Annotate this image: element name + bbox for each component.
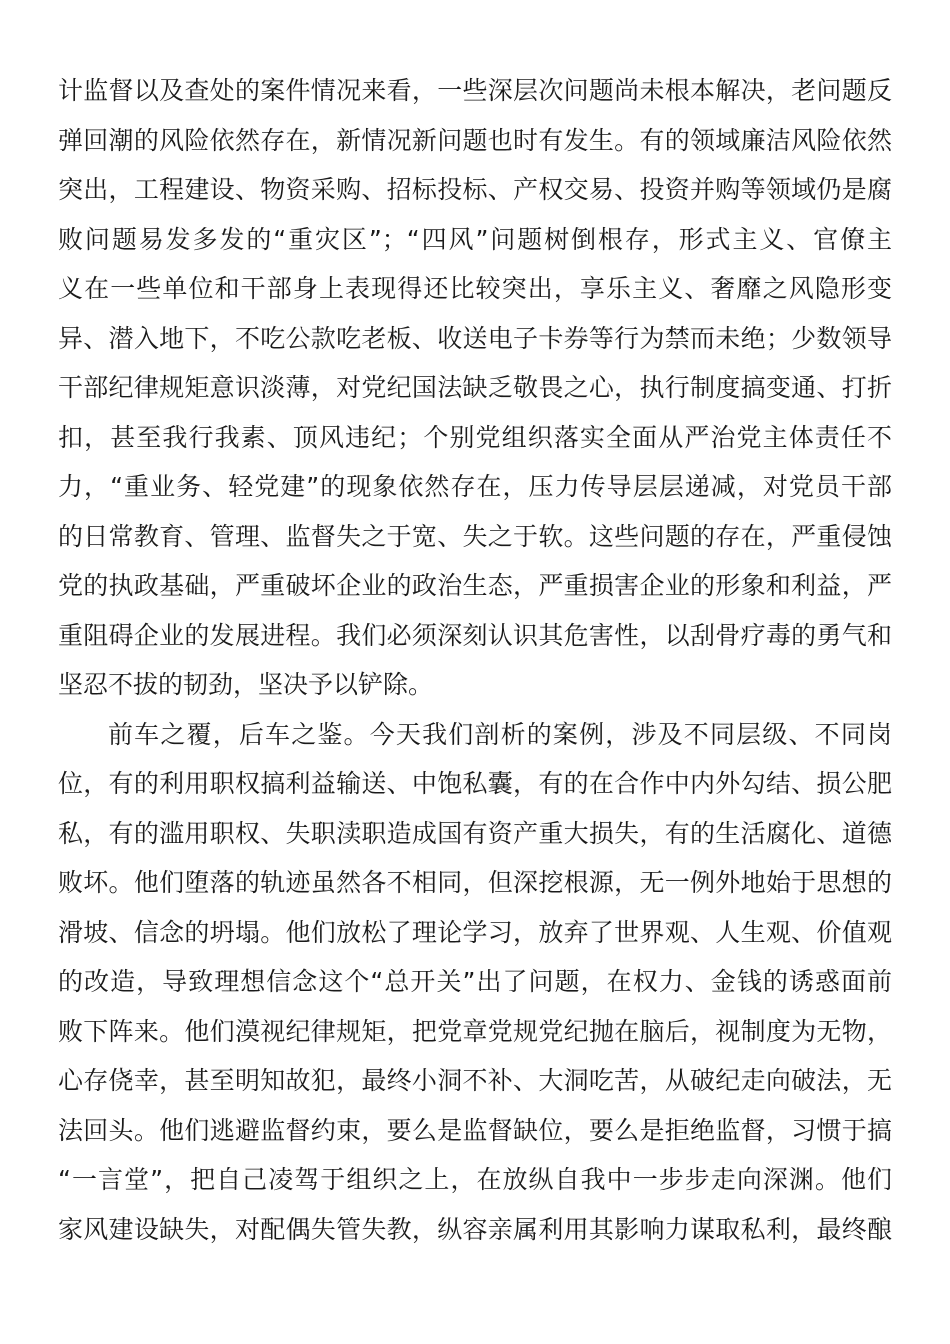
text-line: 坚忍不拔的韧劲，坚决予以铲除。 <box>58 670 434 699</box>
text-line: “一言堂”，把自己凌驾于组织之上，在放纵自我中一步步走向深渊。他们 <box>58 1165 892 1194</box>
text-line: 法回头。他们逃避监督约束，要么是监督缺位，要么是拒绝监督，习惯于搞 <box>58 1115 892 1145</box>
text-line: 力，“重业务、轻党建”的现象依然存在，压力传导层层递减，对党员干部 <box>58 472 892 501</box>
paragraph-2 <box>58 710 892 1255</box>
text-line: 计监督以及查处的案件情况来看，一些深层次问题尚未根本解决，老问题反 <box>58 76 892 105</box>
paragraph-1 <box>58 66 892 710</box>
text-line: 重阻碍企业的发展进程。我们必须深刻认识其危害性，以刮骨疗毒的勇气和 <box>58 620 892 650</box>
document-body <box>58 66 892 1254</box>
text-line: 败问题易发多发的“重灾区”；“四风”问题树倒根存，形式主义、官僚主 <box>58 224 892 254</box>
text-line: 党的执政基础，严重破坏企业的政治生态，严重损害企业的形象和利益，严 <box>58 571 892 600</box>
text-line: 私，有的滥用职权、失职渎职造成国有资产重大损失，有的生活腐化、道德 <box>58 818 892 848</box>
text-line: 干部纪律规矩意识淡薄，对党纪国法缺乏敬畏之心，执行制度搞变通、打折 <box>58 373 892 402</box>
text-line: 滑坡、信念的坍塌。他们放松了理论学习，放弃了世界观、人生观、价值观 <box>58 917 892 947</box>
text-line: 的日常教育、管理、监督失之于宽、失之于软。这些问题的存在，严重侵蚀 <box>58 521 892 551</box>
text-line: 义在一些单位和干部身上表现得还比较突出，享乐主义、奢靡之风隐形变 <box>58 274 892 303</box>
text-line: 家风建设缺失，对配偶失管失教，纵容亲属利用其影响力谋取私利，最终酿 <box>58 1214 892 1244</box>
text-line: 败下阵来。他们漠视纪律规矩，把党章党规党纪抛在脑后，视制度为无物， <box>58 1016 892 1046</box>
text-line: 位，有的利用职权搞利益输送、中饱私囊，有的在合作中内外勾结、损公肥 <box>58 769 892 798</box>
text-line: 败坏。他们堕落的轨迹虽然各不相同，但深挖根源，无一例外地始于思想的 <box>58 868 892 897</box>
text-line: 扣，甚至我行我素、顶风违纪；个别党组织落实全面从严治党主体责任不 <box>58 422 892 452</box>
text-line: 异、潜入地下，不吃公款吃老板、收送电子卡券等行为禁而未绝；少数领导 <box>58 323 892 353</box>
text-line: 前车之覆，后车之鉴。今天我们剖析的案例，涉及不同层级、不同岗 <box>108 719 892 749</box>
text-line: 的改造，导致理想信念这个“总开关”出了问题，在权力、金钱的诱惑面前 <box>58 967 892 996</box>
text-line: 突出，工程建设、物资采购、招标投标、产权交易、投资并购等领域仍是腐 <box>58 175 892 204</box>
text-line: 心存侥幸，甚至明知故犯，最终小洞不补、大洞吃苦，从破纪走向破法，无 <box>58 1066 892 1095</box>
text-line: 弹回潮的风险依然存在，新情况新问题也时有发生。有的领域廉洁风险依然 <box>58 125 892 155</box>
